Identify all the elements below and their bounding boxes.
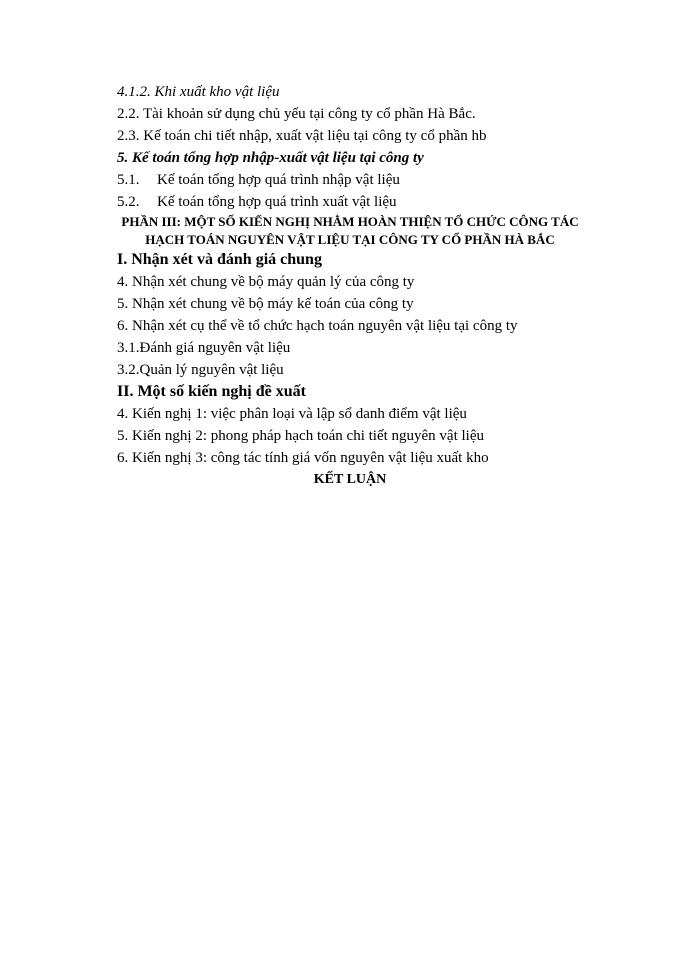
item-number: 5.1.: [117, 172, 140, 188]
section-1-item: 6. Nhận xét cụ thể về tổ chức hạch toán nguyên vật liệu tại công ty: [117, 318, 518, 334]
conclusion-heading: KẾT LUẬN: [313, 472, 387, 487]
section-2-title: II. Một số kiến nghị đề xuất: [117, 383, 306, 400]
toc-line-2-3: 2.3. Kế toán chi tiết nhập, xuất vật liệu tại công ty cổ phần hb: [117, 128, 487, 144]
item-number: 5.2.: [117, 194, 140, 210]
toc-line-5-heading: 5. Kế toán tổng hợp nhập-xuất vật liệu tại công ty: [117, 150, 424, 166]
part-3-title-line-2: HẠCH TOÁN NGUYÊN VẬT LIỆU TẠI CÔNG TY CỔ PHẦN HÀ BẮC: [145, 232, 555, 247]
section-1-item: 4. Nhận xét chung về bộ máy quản lý của công ty: [117, 274, 415, 290]
item-text: Kế toán tổng hợp quá trình xuất vật liệu: [157, 194, 397, 210]
item-text: Kế toán tổng hợp quá trình nhập vật liệu: [157, 172, 400, 188]
toc-line-4-1-2: 4.1.2. Khi xuất kho vật liệu: [117, 84, 280, 100]
section-2-item: 5. Kiến nghị 2: phong pháp hạch toán chi tiết nguyên vật liệu: [117, 428, 485, 444]
part-3-title-line-1: PHẦN III: MỘT SỐ KIẾN NGHỊ NHẰM HOÀN THIỆN TỔ CHỨC CÔNG TÁC: [121, 214, 579, 229]
section-1-title: I. Nhận xét và đánh giá chung: [117, 251, 322, 268]
section-1-item: 3.1.Đánh giá nguyên vật liệu: [117, 340, 291, 356]
toc-line-5-1: [117, 170, 400, 190]
section-2-item: 4. Kiến nghị 1: việc phân loại và lập sổ danh điểm vật liệu: [117, 406, 467, 422]
section-1-item: 3.2.Quản lý nguyên vật liệu: [117, 362, 284, 378]
section-2-item: 6. Kiến nghị 3: công tác tính giá vốn nguyên vật liệu xuất kho: [117, 450, 489, 466]
toc-line-5-2: [117, 192, 397, 212]
section-1-item: 5. Nhận xét chung về bộ máy kế toán của công ty: [117, 296, 414, 312]
toc-line-2-2: 2.2. Tài khoản sử dụng chủ yếu tại công ty cổ phần Hà Bắc.: [117, 106, 476, 122]
